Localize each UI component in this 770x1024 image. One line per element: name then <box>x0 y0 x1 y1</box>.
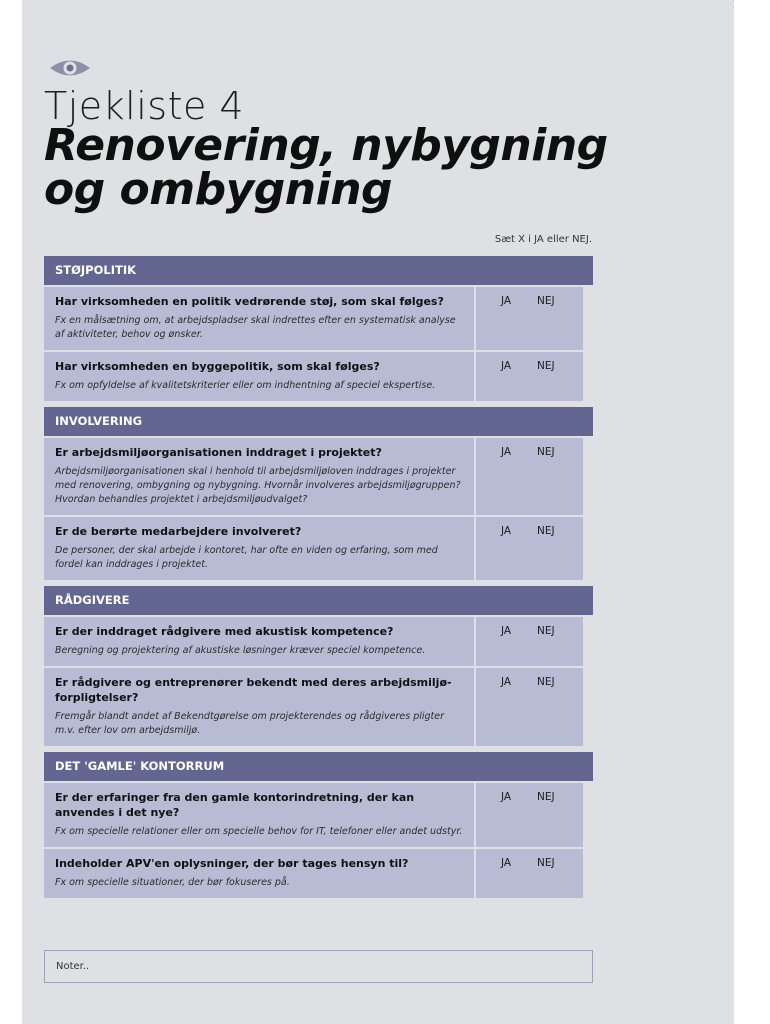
answer-yes-option[interactable]: JA <box>501 676 512 688</box>
checklist-table <box>44 256 593 900</box>
question-description: Fx om opfyldelse af kvalitetskriterier eller om indhentning af speciel ekspertise. <box>55 380 436 391</box>
title-line-1: Renovering, nybygning <box>44 120 608 171</box>
question-description: Fx en målsætning om, at arbejdspladser skal indrettes efter en systematisk analyse af aktiviteter, behov og ønsker. <box>55 315 456 340</box>
answer-yes-option[interactable]: JA <box>501 446 512 458</box>
answer-no-option[interactable]: NEJ <box>537 360 555 372</box>
notes-label: Noter.. <box>56 961 90 972</box>
answer-yes-option[interactable]: JA <box>501 791 512 803</box>
question-row <box>44 517 593 580</box>
question-description: De personer, der skal arbejde i kontoret, har ofte en viden og erfaring, som med fordel kan inddrages i projektet. <box>55 545 438 570</box>
question-description: Fx om specielle relationer eller om specielle behov for IT, telefoner eller andet udstyr. <box>55 826 463 837</box>
answer-cell <box>476 287 583 350</box>
question-description: Beregning og projektering af akustiske løsninger kræver speciel kompetence. <box>55 645 426 656</box>
answer-cell <box>476 849 583 898</box>
question-title: Er arbejdsmiljøorganisationen inddraget i projektet? <box>55 446 382 459</box>
answer-cell <box>476 668 583 746</box>
question-cell <box>44 668 474 746</box>
section-heading: STØJPOLITIK <box>44 256 593 285</box>
question-row <box>44 668 593 746</box>
question-cell <box>44 849 474 898</box>
question-row <box>44 438 593 515</box>
answer-yes-option[interactable]: JA <box>501 360 512 372</box>
section-heading: RÅDGIVERE <box>44 586 593 615</box>
notes-field[interactable] <box>44 950 593 983</box>
answer-no-option[interactable]: NEJ <box>537 676 555 688</box>
answer-cell <box>476 438 583 515</box>
question-title: Har virksomheden en byggepolitik, som skal følges? <box>55 360 380 373</box>
eye-icon <box>48 57 92 79</box>
checklist-number: Tjekliste 4 <box>44 84 245 128</box>
question-cell <box>44 438 474 515</box>
answer-yes-option[interactable]: JA <box>501 625 512 637</box>
page-edge <box>733 0 770 1024</box>
answer-yes-option[interactable]: JA <box>501 857 512 869</box>
question-title: Er rådgivere og entreprenører bekendt med deres arbejdsmiljø-forpligtelser? <box>55 676 452 704</box>
answer-no-option[interactable]: NEJ <box>537 625 555 637</box>
answer-cell <box>476 617 583 666</box>
answer-yes-option[interactable]: JA <box>501 295 512 307</box>
question-row <box>44 352 593 401</box>
question-cell <box>44 352 474 401</box>
question-title: Indeholder APV'en oplysninger, der bør tages hensyn til? <box>55 857 409 870</box>
answer-no-option[interactable]: NEJ <box>537 295 555 307</box>
question-cell <box>44 287 474 350</box>
question-title: Har virksomheden en politik vedrørende støj, som skal følges? <box>55 295 444 308</box>
section-heading: DET 'GAMLE' KONTORRUM <box>44 752 593 781</box>
question-title: Er der inddraget rådgivere med akustisk kompetence? <box>55 625 394 638</box>
page-title <box>44 120 684 215</box>
answer-cell <box>476 352 583 401</box>
question-title: Er de berørte medarbejdere involveret? <box>55 525 302 538</box>
answer-no-option[interactable]: NEJ <box>537 857 555 869</box>
question-cell <box>44 617 474 666</box>
answer-no-option[interactable]: NEJ <box>537 446 555 458</box>
answer-yes-option[interactable]: JA <box>501 525 512 537</box>
section-heading: INVOLVERING <box>44 407 593 436</box>
question-cell <box>44 517 474 580</box>
question-description: Fx om specielle situationer, der bør fokuseres på. <box>55 877 290 888</box>
instruction-text: Sæt X i JA eller NEJ. <box>494 234 592 245</box>
answer-no-option[interactable]: NEJ <box>537 791 555 803</box>
question-cell <box>44 783 474 847</box>
question-title: Er der erfaringer fra den gamle kontorindretning, der kan anvendes i det nye? <box>55 791 415 819</box>
answer-no-option[interactable]: NEJ <box>537 525 555 537</box>
answer-cell <box>476 783 583 847</box>
question-row <box>44 849 593 898</box>
question-row <box>44 617 593 666</box>
question-description: Arbejdsmiljøorganisationen skal i henhold til arbejdsmiljøloven inddrages i projekter med renovering, ombygning og nybygning. Hvornår involveres arbejdsmiljøgruppen? Hvordan behandles projektet i arbejdsmiljøudvalget? <box>55 466 461 505</box>
title-line-2: og ombygning <box>44 164 393 215</box>
question-description: Fremgår blandt andet af Bekendtgørelse om projekterendes og rådgiveres pligter m.v. efter lov om arbejdsmiljø. <box>55 711 445 736</box>
question-row <box>44 287 593 350</box>
answer-cell <box>476 517 583 580</box>
question-row <box>44 783 593 847</box>
